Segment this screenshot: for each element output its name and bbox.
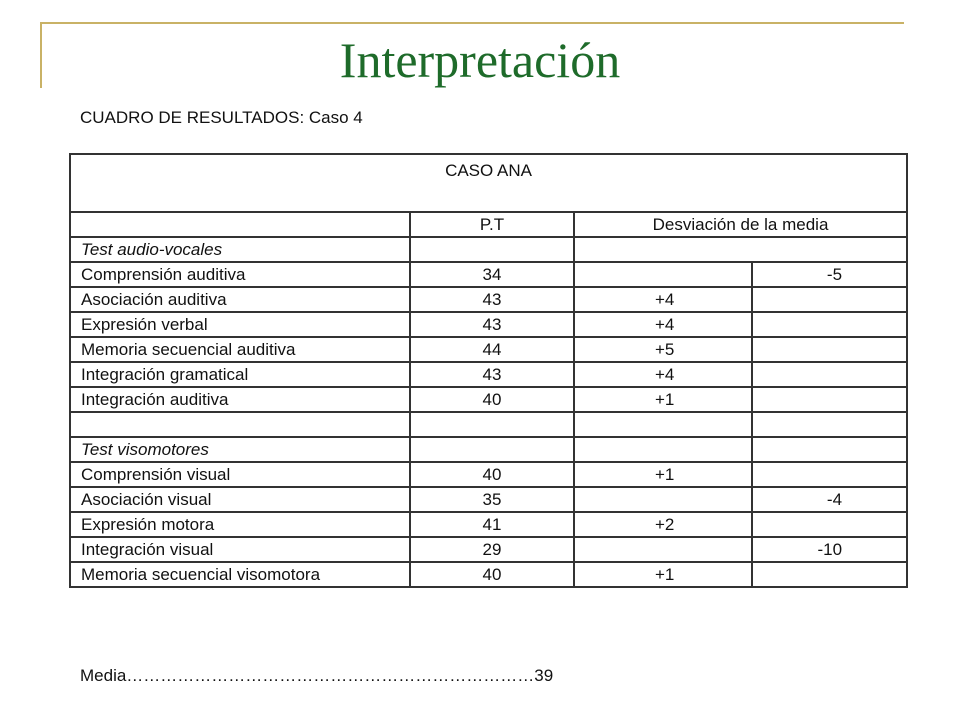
empty-cell bbox=[574, 237, 907, 262]
media-line: Media………………………………………………………………39 bbox=[80, 666, 554, 685]
results-subtitle: CUADRO DE RESULTADOS: Caso 4 bbox=[80, 108, 363, 127]
header-empty-cell bbox=[70, 212, 410, 237]
row-label: Comprensión visual bbox=[70, 462, 410, 487]
table-row bbox=[70, 287, 907, 312]
row-pt: 40 bbox=[410, 387, 574, 412]
row-label: Memoria secuencial visomotora bbox=[70, 562, 410, 587]
row-pt: 35 bbox=[410, 487, 574, 512]
table-row bbox=[70, 537, 907, 562]
row-pt: 44 bbox=[410, 337, 574, 362]
row-dev-negative: -5 bbox=[752, 262, 907, 287]
case-title: CASO ANA bbox=[70, 154, 907, 212]
header-pt: P.T bbox=[410, 212, 574, 237]
table-row bbox=[70, 462, 907, 487]
section-row bbox=[70, 237, 907, 262]
row-dev-negative: -10 bbox=[752, 537, 907, 562]
row-dev-positive: +1 bbox=[574, 462, 752, 487]
row-dev-negative: -4 bbox=[752, 487, 907, 512]
row-dev-positive: +5 bbox=[574, 337, 752, 362]
row-dev-negative bbox=[752, 312, 907, 337]
section-audio-vocales: Test audio-vocales bbox=[70, 237, 410, 262]
empty-cell bbox=[752, 437, 907, 462]
row-label: Integración gramatical bbox=[70, 362, 410, 387]
row-dev-negative bbox=[752, 387, 907, 412]
case-title-row bbox=[70, 154, 907, 212]
row-pt: 43 bbox=[410, 362, 574, 387]
row-dev-negative bbox=[752, 562, 907, 587]
row-dev-negative bbox=[752, 462, 907, 487]
spacer-row bbox=[70, 412, 907, 437]
header-deviation: Desviación de la media bbox=[574, 212, 907, 237]
row-dev-negative bbox=[752, 287, 907, 312]
header-row bbox=[70, 212, 907, 237]
empty-cell bbox=[574, 412, 752, 437]
empty-cell bbox=[752, 412, 907, 437]
row-dev-positive: +2 bbox=[574, 512, 752, 537]
row-dev-positive: +4 bbox=[574, 312, 752, 337]
table-row bbox=[70, 512, 907, 537]
table-row bbox=[70, 387, 907, 412]
empty-cell bbox=[410, 437, 574, 462]
empty-cell bbox=[70, 412, 410, 437]
row-pt: 43 bbox=[410, 287, 574, 312]
table-row bbox=[70, 487, 907, 512]
row-label: Memoria secuencial auditiva bbox=[70, 337, 410, 362]
row-pt: 43 bbox=[410, 312, 574, 337]
row-label: Integración visual bbox=[70, 537, 410, 562]
section-row bbox=[70, 437, 907, 462]
row-dev-positive: +1 bbox=[574, 562, 752, 587]
empty-cell bbox=[410, 412, 574, 437]
row-pt: 40 bbox=[410, 562, 574, 587]
row-pt: 41 bbox=[410, 512, 574, 537]
table-row bbox=[70, 362, 907, 387]
table-row bbox=[70, 312, 907, 337]
row-label: Asociación auditiva bbox=[70, 287, 410, 312]
section-visomotores: Test visomotores bbox=[70, 437, 410, 462]
row-pt: 29 bbox=[410, 537, 574, 562]
row-dev-negative bbox=[752, 337, 907, 362]
empty-cell bbox=[410, 237, 574, 262]
empty-cell bbox=[574, 437, 752, 462]
slide-title: Interpretación bbox=[339, 32, 621, 88]
row-dev-positive: +4 bbox=[574, 362, 752, 387]
row-dev-negative bbox=[752, 362, 907, 387]
row-label: Expresión motora bbox=[70, 512, 410, 537]
results-table bbox=[69, 153, 908, 588]
row-label: Comprensión auditiva bbox=[70, 262, 410, 287]
row-dev-positive bbox=[574, 487, 752, 512]
row-dev-positive bbox=[574, 262, 752, 287]
row-dev-positive: +1 bbox=[574, 387, 752, 412]
row-label: Asociación visual bbox=[70, 487, 410, 512]
row-pt: 34 bbox=[410, 262, 574, 287]
table-row bbox=[70, 562, 907, 587]
row-dev-negative bbox=[752, 512, 907, 537]
table-row bbox=[70, 337, 907, 362]
slide-frame-top-line bbox=[40, 22, 904, 24]
row-label: Integración auditiva bbox=[70, 387, 410, 412]
row-pt: 40 bbox=[410, 462, 574, 487]
row-label: Expresión verbal bbox=[70, 312, 410, 337]
row-dev-positive: +4 bbox=[574, 287, 752, 312]
row-dev-positive bbox=[574, 537, 752, 562]
table-row bbox=[70, 262, 907, 287]
